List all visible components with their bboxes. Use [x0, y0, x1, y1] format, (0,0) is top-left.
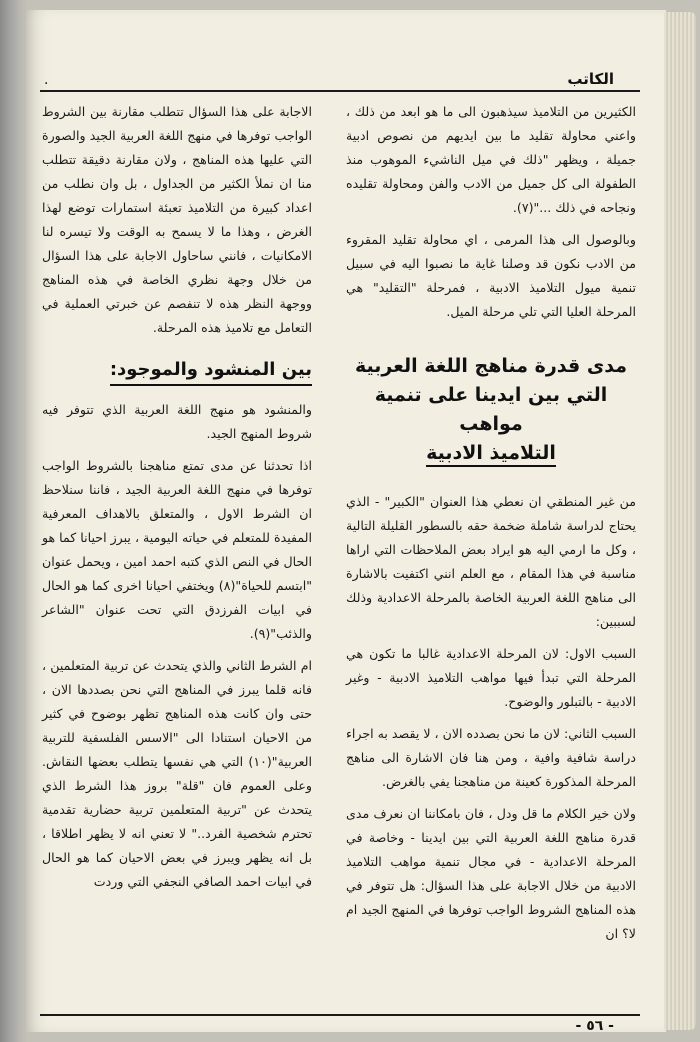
right-column — [346, 100, 636, 954]
page-number: - ٥٦ - — [575, 1018, 614, 1034]
page-stack-edge — [664, 12, 696, 1030]
book-page — [26, 10, 666, 1032]
section-heading — [346, 352, 636, 468]
journal-title: الكاتب — [567, 70, 614, 88]
spacer — [346, 332, 636, 342]
footer-rule — [40, 1014, 640, 1016]
header-rule — [40, 90, 640, 92]
paragraph: اذا تحدثنا عن مدى تمتع مناهجنا بالشروط الواجب توفرها في منهج اللغة العربية الجيد ، فاننا سنلاحظ ان الشرط الاول ، والمتعلق بالاهداف المعرفية المفيدة للمتعلم في حياته اليومية ، يبرز احيانا كما هو الحال في النص الذي كتبه احمد امين ، ويحمل عنوان "ابتسم للحياة"(٨) ويختفي احيانا اخرى كما هو الحال في ابيات الفرزدق التي تحت عنوان "الشاعر والذئب"(٩). — [42, 458, 312, 641]
paragraph: وبالوصول الى هذا المرمى ، اي محاولة تقليد المقروء من الادب نكون قد وصلنا غاية ما نصبوا اليه في سبيل تنمية ميول التلاميذ الادبية ، فمرحلة "التقليد" هي المرحلة العليا التي تلي مرحلة الميل. — [346, 232, 636, 319]
header-dot: . — [44, 72, 49, 88]
paragraph: من غير المنطقي ان نعطي هذا العنوان "الكبير" - الذي يحتاج لدراسة شاملة ضخمة حقه بالسطور القليلة التالية ، وكل ما ارمي اليه هو ايراد بعض الملاحظات التي اراها مناسبة في هذا المقام ، مع العلم انني اكتفيت بالاشارة الى مناهج اللغة العربية الخاصة بالمرحلة الاعدادية وذلك لسببين: — [346, 494, 636, 629]
heading-line: التلاميذ الادبية — [426, 442, 556, 467]
left-column — [42, 100, 312, 902]
paragraph: ولان خير الكلام ما قل ودل ، فان بامكاننا ان نعرف مدى قدرة مناهج اللغة العربية التي بين ايدينا - وخاصة في المرحلة الاعدادية - في مجال تنمية مواهب التلاميذ الادبية من خلال الاجابة على هذا السؤال: هل تتوفر في هذه المناهج الشروط الواجب توفرها في المنهج الجيد ام لا؟ ان — [346, 806, 636, 941]
paragraph: والمنشود هو منهج اللغة العربية الذي تتوفر فيه شروط المنهج الجيد. — [42, 402, 312, 441]
heading-line: مدى قدرة مناهج اللغة العربية — [355, 355, 627, 377]
spacer — [346, 480, 636, 490]
paragraph: الاجابة على هذا السؤال تتطلب مقارنة بين الشروط الواجب توفرها في منهج اللغة العربية الجيد والصورة التي عليها هذه المناهج ، ولان مقارنة دقيقة تتطلب منا ان نملأ الكثير من الجداول ، بل وان نطلب من اعداد كبيرة من التلاميذ تعبئة استمارات توضع لهذا الغرض ، وهذا ما لا يسمح به الوقت ولا تيسره لنا الامكانيات ، فانني ساحاول الاجابة على هذا السؤال من خلال وجهة نظري الخاصة في هذه المناهج ووجهة النظر هذه لا تنفصم عن خبرتي العملية في التعامل مع تلاميذ هذه المرحلة. — [42, 104, 312, 335]
paragraph: ام الشرط الثاني والذي يتحدث عن تربية المتعلمين ، فانه قلما يبرز في المناهج التي نحن بصددها الان ، حتى وان كانت هذه المناهج تظهر بوضوح في كثير من الاحيان استنادا الى "الاسس الفلسفية للتربية العربية"(١٠) التي هي نفسها يتطلب بعضها النقاش. وعلى العموم فان "قلة" بروز هذا الشرط الذي يتحدث عن "تربية المتعلمين تربية حضارية تقدمية تحترم شخصية الفرد.." لا تعني انه لا يظهر اطلاقا ، بل انه يظهر ويبرز في بعض الاحيان كما هو الحال في ابيات احمد الصافي النجفي التي وردت — [42, 658, 312, 889]
paragraph: السبب الاول: لان المرحلة الاعدادية غالبا ما تكون هي المرحلة التي تبدأ فيها مواهب التلاميذ الادبية - وغير الادبية - بالتبلور والوضوح. — [346, 646, 636, 709]
paragraph: الكثيرين من التلاميذ سيذهبون الى ما هو ابعد من ذلك ، واعني محاولة تقليد ما بين ايديهم من نصوص ادبية جميلة ، ويظهر "ذلك في ميل الناشيء الموهوب منذ الطفولة الى كل جميل من الادب والفن ومحاولة تقليده ونجاحه في ذلك ..."(٧). — [346, 104, 636, 215]
section-subheading: بين المنشود والموجود: — [110, 356, 312, 386]
heading-line: التي بين ايدينا على تنمية مواهب — [374, 384, 608, 435]
paragraph: السبب الثاني: لان ما نحن بصدده الان ، لا يقصد به اجراء دراسة شافية وافية ، ومن هنا فان الاشارة الى مناهج المرحلة المذكورة كعينة من مناهجنا يفي بالغرض. — [346, 726, 636, 789]
